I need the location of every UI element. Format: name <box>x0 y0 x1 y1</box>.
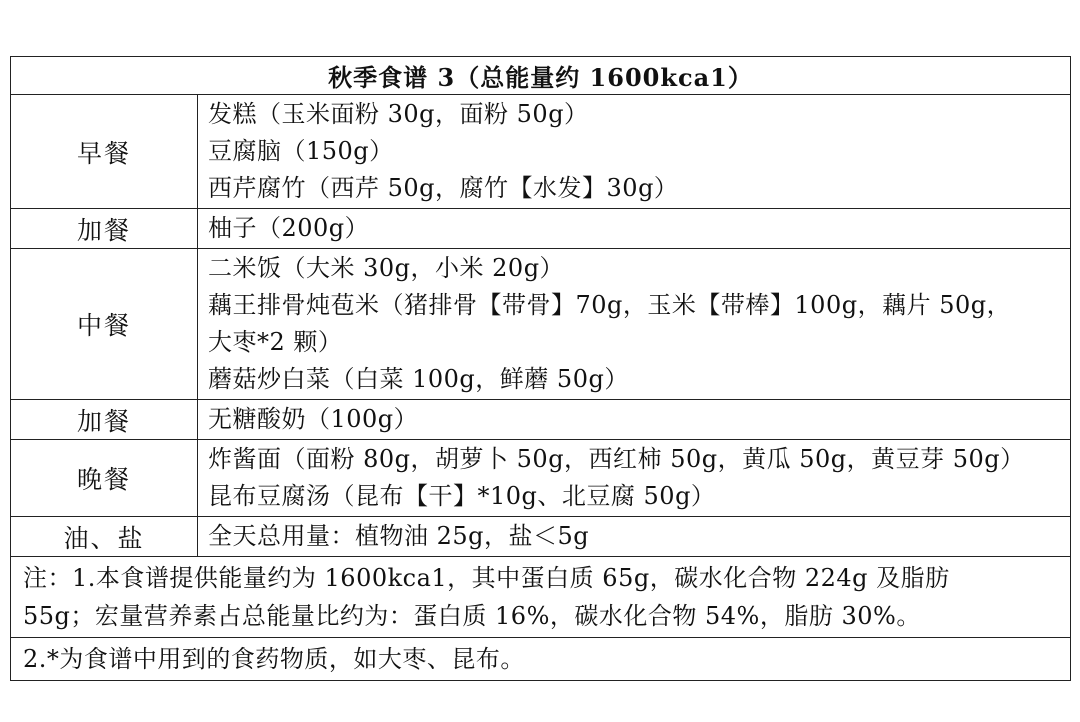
note-line: 注：1.本食谱提供能量约为 1600kca1，其中蛋白质 65g，碳水化合物 224g 及脂肪 <box>23 564 950 592</box>
meal-items-dinner <box>198 440 1070 516</box>
meal-row-snack-afternoon <box>11 400 1070 440</box>
meal-label-snack-morning: 加餐 <box>11 209 198 248</box>
meal-item: 二米饭（大米 30g，小米 20g） <box>208 254 565 282</box>
meal-item: 无糖酸奶（100g） <box>208 405 419 433</box>
meal-item: 炸酱面（面粉 80g，胡萝卜 50g，西红柿 50g，黄瓜 50g，黄豆芽 50g） <box>208 445 1025 473</box>
meal-item: 大枣*2 颗） <box>208 328 343 356</box>
meal-label-oil-salt: 油、盐 <box>11 517 198 556</box>
note-2 <box>23 640 525 678</box>
meal-row-snack-morning <box>11 209 1070 249</box>
meal-label-snack-afternoon: 加餐 <box>11 400 198 439</box>
meal-item: 西芹腐竹（西芹 50g，腐竹【水发】30g） <box>208 174 679 202</box>
meal-label-lunch: 中餐 <box>11 249 198 399</box>
note-row-1 <box>11 557 1070 638</box>
meal-item: 柚子（200g） <box>208 214 370 242</box>
table-title: 秋季食谱 3（总能量约 1600kca1） <box>328 63 753 92</box>
meal-item: 发糕（玉米面粉 30g，面粉 50g） <box>208 100 589 128</box>
meal-items-lunch <box>198 249 1070 399</box>
meal-row-lunch <box>11 249 1070 400</box>
recipe-table <box>10 56 1071 681</box>
meal-items-snack-afternoon <box>198 400 1070 439</box>
meal-row-breakfast <box>11 95 1070 209</box>
meal-item: 全天总用量：植物油 25g，盐＜5g <box>208 522 590 550</box>
meal-items-oil-salt <box>198 517 1070 556</box>
table-title-row <box>11 57 1070 95</box>
meal-label-dinner: 晚餐 <box>11 440 198 516</box>
meal-items-snack-morning <box>198 209 1070 248</box>
meal-label-breakfast: 早餐 <box>11 95 198 208</box>
meal-items-breakfast <box>198 95 1070 208</box>
note-line: 2.*为食谱中用到的食药物质，如大枣、昆布。 <box>23 645 525 673</box>
meal-row-dinner <box>11 440 1070 517</box>
meal-item: 豆腐脑（150g） <box>208 137 394 165</box>
meal-row-oil-salt <box>11 517 1070 557</box>
meal-item: 藕王排骨炖苞米（猪排骨【带骨】70g，玉米【带棒】100g，藕片 50g， <box>208 291 1012 319</box>
meal-item: 蘑菇炒白菜（白菜 100g，鲜蘑 50g） <box>208 365 629 393</box>
meal-item: 昆布豆腐汤（昆布【干】*10g、北豆腐 50g） <box>208 482 716 510</box>
note-line: 55g；宏量营养素占总能量比约为：蛋白质 16%，碳水化合物 54%，脂肪 30%。 <box>23 602 921 630</box>
note-1 <box>23 559 950 635</box>
note-row-2 <box>11 638 1070 680</box>
